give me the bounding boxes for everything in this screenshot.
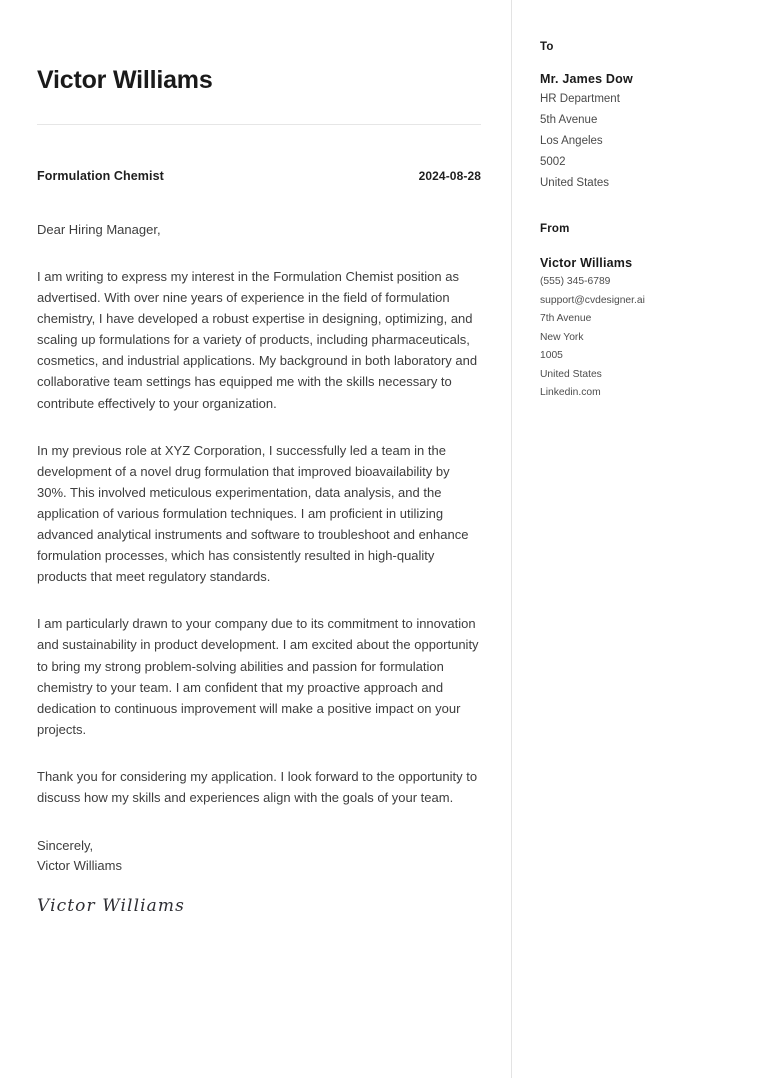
closing-phrase: Sincerely, [37, 838, 94, 854]
letter-main-column [37, 0, 481, 918]
letter-paragraph: I am particularly drawn to your company due to its commitment to innovation and sustainability in product development. I am excited about the opportunity to bring my strong problem-solving abilities and passion for formulation chemistry to your team. I am confident that my proactive approach and dedication to continuous improvement will make a positive impact on your projects. [37, 616, 479, 737]
page-title: Victor Williams [37, 66, 213, 94]
recipient-detail: 5th Avenue [540, 114, 598, 126]
column-divider [511, 0, 512, 1078]
salutation: Dear Hiring Manager, [37, 222, 161, 237]
sender-name: Victor Williams [540, 256, 633, 270]
letter-date: 2024-08-28 [418, 169, 481, 183]
letter-sidebar [540, 0, 750, 400]
letter-paragraph: Thank you for considering my application. I look forward to the opportunity to discuss how my skills and experiences align with the goals of your team. [37, 768, 478, 805]
letter-paragraph: In my previous role at XYZ Corporation, I successfully led a team in the development of a novel drug formulation that improved bioavailability by 30%. This involved meticulous experimentation, data analysis, and the application of various formulation techniques. I am proficient in utilizing advanced analytical instruments and software to troubleshoot and enhance formulation processes, which has consistently resulted in high-quality products that meet regulatory standards. [37, 442, 469, 585]
sender-detail: 1005 [540, 350, 563, 361]
recipient-detail: HR Department [540, 93, 620, 105]
job-title: Formulation Chemist [37, 169, 164, 183]
job-title-row [37, 169, 481, 183]
recipient-detail: 5002 [540, 156, 566, 168]
recipient-detail: United States [540, 177, 610, 189]
recipient-heading: To [540, 41, 554, 53]
signature: Victor Williams [37, 896, 185, 917]
closing-block [37, 836, 481, 876]
sender-detail: New York [540, 331, 584, 343]
header-divider [37, 124, 481, 125]
recipient-block [540, 0, 750, 191]
sender-phone: (555) 345-6789 [540, 276, 611, 287]
sender-email: support@cvdesigner.ai [540, 294, 645, 306]
sender-website: Linkedin.com [540, 387, 601, 398]
sender-block [540, 223, 750, 400]
recipient-detail: Los Angeles [540, 135, 603, 147]
sender-detail: 7th Avenue [540, 313, 592, 324]
closing-name: Victor Williams [37, 858, 122, 874]
recipient-name: Mr. James Dow [540, 72, 633, 86]
sender-detail: United States [540, 368, 602, 380]
letter-paragraph: I am writing to express my interest in the Formulation Chemist position as advertised. With over nine years of experience in the field of formulation chemistry, I have developed a robust expertise in designing, optimizing, and scaling up formulations for a variety of products, including pharmaceuticals, cosmetics, and industrial applications. My background in both laboratory and collaborative team settings has equipped me with the skills necessary to contribute effectively to your organization. [37, 269, 478, 411]
sender-heading: From [540, 223, 570, 235]
